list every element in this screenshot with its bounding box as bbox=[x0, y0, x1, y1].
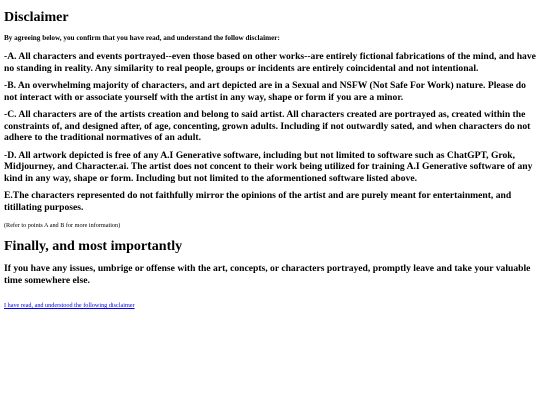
reference-note: (Refer to points A and B for more information) bbox=[4, 222, 121, 229]
clause-c: -C. All characters are of the artists creation and belong to said artist. All characters created are portrayed as, created within the constraints of, and designed after, of age, concenting, grown adults. Including if not outwardly sated, and when characters do not adhere to the traditional normatives of an adult. bbox=[4, 109, 531, 143]
page-title: Disclaimer bbox=[4, 10, 69, 25]
clause-b: -B. An overwhelming majority of characters, and art depicted are in a Sexual and NSFW (Not Safe For Work) nature. Please do not interact with or associate yourself with the artist in any way, shape or form if you are a minor. bbox=[4, 80, 526, 103]
intro-text: By agreeing below, you confirm that you have read, and understand the follow disclaimer: bbox=[4, 34, 280, 42]
clause-a: -A. All characters and events portrayed--even those based on other works--are entirely fictional fabrications of the mind, and have no standing in reality. Any similarity to real people, groups or incidents are entirely coincidental and not intentional. bbox=[4, 51, 536, 74]
agree-link[interactable]: I have read, and understood the following disclaimer bbox=[4, 302, 135, 309]
clause-e: E.The characters represented do not faithfully mirror the opinions of the artist and are purely meant for entertainment, and titillating purposes. bbox=[4, 190, 512, 213]
finally-heading: Finally, and most importantly bbox=[4, 239, 183, 254]
clause-d: -D. All artwork depicted is free of any A.I Generative software, including but not limited to software such as ChatGPT, Grok, Midjourney, and Character.ai. The artist does not concent to their work being utilized for training A.I Generative software of any kind in any way, shape or form. Including but not limited to the aformentioned software listed above. bbox=[4, 149, 533, 184]
closing-text: If you have any issues, umbrige or offense with the art, concepts, or characters portrayed, promptly leave and take your valuable time somewhere else. bbox=[4, 263, 531, 286]
